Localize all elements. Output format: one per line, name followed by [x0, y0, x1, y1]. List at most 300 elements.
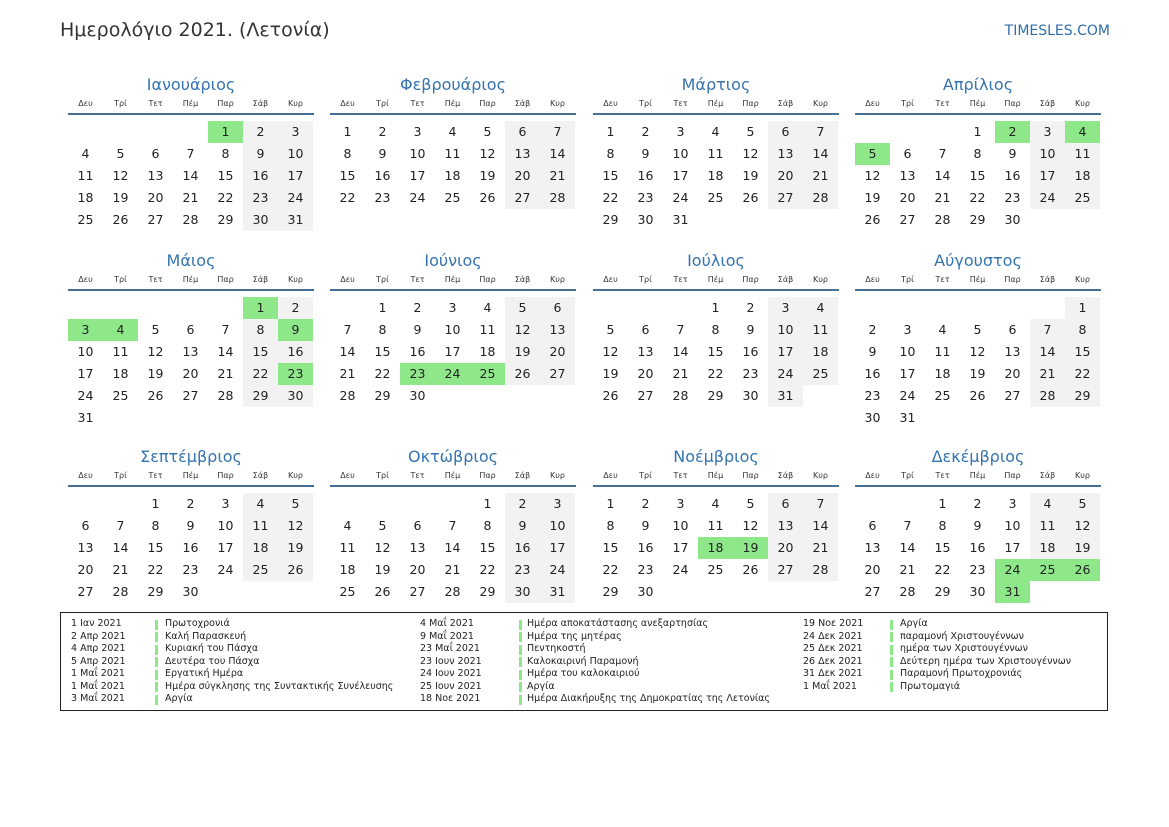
- day-cell[interactable]: 7: [116, 518, 125, 533]
- day-cell[interactable]: 31: [672, 212, 689, 227]
- day-cell[interactable]: 17: [77, 366, 94, 381]
- day-cell[interactable]: 21: [182, 190, 199, 205]
- brand-link[interactable]: TIMESLES.COM: [1004, 23, 1110, 39]
- day-cell[interactable]: 26: [1065, 559, 1100, 581]
- day-cell[interactable]: 5: [278, 493, 313, 515]
- day-cell[interactable]: 9: [243, 143, 278, 165]
- day-cell[interactable]: 1: [151, 496, 160, 511]
- day-cell[interactable]: 14: [112, 540, 129, 555]
- day-cell[interactable]: 28: [112, 584, 129, 599]
- day-cell[interactable]: 14: [803, 515, 838, 537]
- day-cell[interactable]: 16: [243, 165, 278, 187]
- day-cell[interactable]: 24: [672, 190, 689, 205]
- day-cell[interactable]: 16: [864, 366, 881, 381]
- day-cell[interactable]: 5: [746, 496, 755, 511]
- day-cell[interactable]: 30: [637, 584, 654, 599]
- day-cell[interactable]: 7: [448, 518, 457, 533]
- day-cell[interactable]: 24: [409, 190, 426, 205]
- day-cell[interactable]: 17: [540, 537, 575, 559]
- day-cell[interactable]: 3: [768, 297, 803, 319]
- day-cell[interactable]: 21: [217, 366, 234, 381]
- day-cell[interactable]: 23: [374, 190, 391, 205]
- day-cell[interactable]: 21: [444, 562, 461, 577]
- day-cell[interactable]: 7: [938, 146, 947, 161]
- day-cell[interactable]: 11: [77, 168, 94, 183]
- day-cell[interactable]: 6: [768, 121, 803, 143]
- day-cell[interactable]: 20: [505, 165, 540, 187]
- day-cell[interactable]: 9: [868, 344, 877, 359]
- day-cell[interactable]: 6: [768, 493, 803, 515]
- day-cell[interactable]: 6: [413, 518, 422, 533]
- day-cell[interactable]: 15: [217, 168, 234, 183]
- day-cell[interactable]: 7: [540, 121, 575, 143]
- day-cell[interactable]: 26: [864, 212, 881, 227]
- day-cell[interactable]: 10: [278, 143, 313, 165]
- day-cell[interactable]: 22: [374, 366, 391, 381]
- day-cell[interactable]: 6: [186, 322, 195, 337]
- day-cell[interactable]: 13: [768, 515, 803, 537]
- day-cell[interactable]: 25: [470, 363, 505, 385]
- day-cell[interactable]: 29: [217, 212, 234, 227]
- day-cell[interactable]: 2: [641, 124, 650, 139]
- day-cell[interactable]: 20: [768, 165, 803, 187]
- day-cell[interactable]: 30: [278, 385, 313, 407]
- day-cell[interactable]: 29: [479, 584, 496, 599]
- day-cell[interactable]: 28: [217, 388, 234, 403]
- day-cell[interactable]: 4: [343, 518, 352, 533]
- day-cell[interactable]: 13: [1004, 344, 1021, 359]
- day-cell[interactable]: 3: [448, 300, 457, 315]
- day-cell[interactable]: 27: [77, 584, 94, 599]
- day-cell[interactable]: 2: [413, 300, 422, 315]
- day-cell[interactable]: 5: [116, 146, 125, 161]
- day-cell[interactable]: 31: [995, 581, 1030, 603]
- day-cell[interactable]: 31: [278, 209, 313, 231]
- day-cell[interactable]: 11: [444, 146, 461, 161]
- day-cell[interactable]: 24: [672, 562, 689, 577]
- day-cell[interactable]: 9: [641, 518, 650, 533]
- day-cell[interactable]: 13: [864, 540, 881, 555]
- day-cell[interactable]: 15: [934, 540, 951, 555]
- day-cell[interactable]: 14: [934, 168, 951, 183]
- day-cell[interactable]: 17: [444, 344, 461, 359]
- day-cell[interactable]: 8: [343, 146, 352, 161]
- day-cell[interactable]: 10: [77, 344, 94, 359]
- day-cell[interactable]: 23: [742, 366, 759, 381]
- day-cell[interactable]: 26: [602, 388, 619, 403]
- day-cell[interactable]: 25: [444, 190, 461, 205]
- day-cell[interactable]: 26: [479, 190, 496, 205]
- day-cell[interactable]: 12: [969, 344, 986, 359]
- day-cell[interactable]: 6: [641, 322, 650, 337]
- day-cell[interactable]: 23: [400, 363, 435, 385]
- day-cell[interactable]: 15: [1065, 341, 1100, 363]
- day-cell[interactable]: 13: [768, 143, 803, 165]
- day-cell[interactable]: 22: [707, 366, 724, 381]
- day-cell[interactable]: 22: [934, 562, 951, 577]
- day-cell[interactable]: 12: [374, 540, 391, 555]
- day-cell[interactable]: 26: [278, 559, 313, 581]
- day-cell[interactable]: 31: [768, 385, 803, 407]
- day-cell[interactable]: 8: [243, 319, 278, 341]
- day-cell[interactable]: 30: [1004, 212, 1021, 227]
- day-cell[interactable]: 29: [374, 388, 391, 403]
- day-cell[interactable]: 25: [112, 388, 129, 403]
- day-cell[interactable]: 6: [868, 518, 877, 533]
- day-cell[interactable]: 30: [505, 581, 540, 603]
- day-cell[interactable]: 27: [1004, 388, 1021, 403]
- day-cell[interactable]: 1: [606, 496, 615, 511]
- day-cell[interactable]: 22: [602, 190, 619, 205]
- day-cell[interactable]: 7: [803, 493, 838, 515]
- day-cell[interactable]: 7: [803, 121, 838, 143]
- day-cell[interactable]: 4: [1030, 493, 1065, 515]
- day-cell[interactable]: 9: [641, 146, 650, 161]
- day-cell[interactable]: 19: [278, 537, 313, 559]
- day-cell[interactable]: 17: [672, 168, 689, 183]
- day-cell[interactable]: 16: [637, 540, 654, 555]
- day-cell[interactable]: 1: [711, 300, 720, 315]
- day-cell[interactable]: 14: [217, 344, 234, 359]
- day-cell[interactable]: 24: [995, 559, 1030, 581]
- day-cell[interactable]: 14: [1030, 341, 1065, 363]
- day-cell[interactable]: 13: [505, 143, 540, 165]
- day-cell[interactable]: 29: [602, 212, 619, 227]
- day-cell[interactable]: 14: [182, 168, 199, 183]
- day-cell[interactable]: 1: [378, 300, 387, 315]
- day-cell[interactable]: 2: [278, 297, 313, 319]
- day-cell[interactable]: 28: [934, 212, 951, 227]
- day-cell[interactable]: 26: [374, 584, 391, 599]
- day-cell[interactable]: 23: [1004, 190, 1021, 205]
- day-cell[interactable]: 29: [1065, 385, 1100, 407]
- day-cell[interactable]: 2: [505, 493, 540, 515]
- day-cell[interactable]: 12: [1065, 515, 1100, 537]
- day-cell[interactable]: 26: [969, 388, 986, 403]
- day-cell[interactable]: 25: [77, 212, 94, 227]
- day-cell[interactable]: 12: [479, 146, 496, 161]
- day-cell[interactable]: 1: [1065, 297, 1100, 319]
- day-cell[interactable]: 29: [147, 584, 164, 599]
- day-cell[interactable]: 9: [746, 322, 755, 337]
- day-cell[interactable]: 22: [217, 190, 234, 205]
- day-cell[interactable]: 4: [938, 322, 947, 337]
- day-cell[interactable]: 4: [803, 297, 838, 319]
- day-cell[interactable]: 20: [409, 562, 426, 577]
- day-cell[interactable]: 20: [147, 190, 164, 205]
- day-cell[interactable]: 4: [711, 124, 720, 139]
- day-cell[interactable]: 24: [768, 363, 803, 385]
- day-cell[interactable]: 4: [81, 146, 90, 161]
- day-cell[interactable]: 18: [479, 344, 496, 359]
- day-cell[interactable]: 1: [973, 124, 982, 139]
- day-cell[interactable]: 20: [1004, 366, 1021, 381]
- day-cell[interactable]: 15: [969, 168, 986, 183]
- day-cell[interactable]: 15: [339, 168, 356, 183]
- day-cell[interactable]: 10: [1030, 143, 1065, 165]
- day-cell[interactable]: 16: [1004, 168, 1021, 183]
- day-cell[interactable]: 9: [973, 518, 982, 533]
- day-cell[interactable]: 30: [409, 388, 426, 403]
- day-cell[interactable]: 29: [243, 385, 278, 407]
- day-cell[interactable]: 13: [540, 319, 575, 341]
- day-cell[interactable]: 23: [182, 562, 199, 577]
- day-cell[interactable]: 19: [602, 366, 619, 381]
- day-cell[interactable]: 3: [676, 124, 685, 139]
- day-cell[interactable]: 24: [278, 187, 313, 209]
- day-cell[interactable]: 10: [540, 515, 575, 537]
- day-cell[interactable]: 21: [934, 190, 951, 205]
- day-cell[interactable]: 18: [698, 537, 733, 559]
- day-cell[interactable]: 17: [768, 341, 803, 363]
- day-cell[interactable]: 10: [672, 146, 689, 161]
- day-cell[interactable]: 28: [803, 187, 838, 209]
- day-cell[interactable]: 15: [707, 344, 724, 359]
- day-cell[interactable]: 3: [540, 493, 575, 515]
- day-cell[interactable]: 10: [444, 322, 461, 337]
- day-cell[interactable]: 14: [672, 344, 689, 359]
- day-cell[interactable]: 20: [768, 537, 803, 559]
- day-cell[interactable]: 27: [899, 212, 916, 227]
- day-cell[interactable]: 3: [1008, 496, 1017, 511]
- day-cell[interactable]: 9: [186, 518, 195, 533]
- day-cell[interactable]: 31: [540, 581, 575, 603]
- day-cell[interactable]: 23: [278, 363, 313, 385]
- day-cell[interactable]: 5: [606, 322, 615, 337]
- day-cell[interactable]: 13: [182, 344, 199, 359]
- day-cell[interactable]: 7: [343, 322, 352, 337]
- day-cell[interactable]: 11: [339, 540, 356, 555]
- day-cell[interactable]: 2: [746, 300, 755, 315]
- day-cell[interactable]: 27: [147, 212, 164, 227]
- day-cell[interactable]: 23: [864, 388, 881, 403]
- day-cell[interactable]: 20: [864, 562, 881, 577]
- day-cell[interactable]: 13: [77, 540, 94, 555]
- day-cell[interactable]: 4: [103, 319, 138, 341]
- day-cell[interactable]: 8: [483, 518, 492, 533]
- day-cell[interactable]: 12: [147, 344, 164, 359]
- day-cell[interactable]: 3: [1030, 121, 1065, 143]
- day-cell[interactable]: 14: [899, 540, 916, 555]
- day-cell[interactable]: 11: [243, 515, 278, 537]
- day-cell[interactable]: 14: [540, 143, 575, 165]
- day-cell[interactable]: 30: [742, 388, 759, 403]
- day-cell[interactable]: 19: [147, 366, 164, 381]
- day-cell[interactable]: 29: [707, 388, 724, 403]
- day-cell[interactable]: 15: [602, 168, 619, 183]
- day-cell[interactable]: 26: [505, 363, 540, 385]
- day-cell[interactable]: 22: [339, 190, 356, 205]
- day-cell[interactable]: 19: [505, 341, 540, 363]
- day-cell[interactable]: 18: [243, 537, 278, 559]
- day-cell[interactable]: 17: [217, 540, 234, 555]
- day-cell[interactable]: 8: [606, 518, 615, 533]
- day-cell[interactable]: 2: [378, 124, 387, 139]
- day-cell[interactable]: 18: [112, 366, 129, 381]
- day-cell[interactable]: 30: [182, 584, 199, 599]
- day-cell[interactable]: 19: [112, 190, 129, 205]
- day-cell[interactable]: 18: [339, 562, 356, 577]
- day-cell[interactable]: 17: [1004, 540, 1021, 555]
- day-cell[interactable]: 16: [505, 537, 540, 559]
- day-cell[interactable]: 11: [1030, 515, 1065, 537]
- day-cell[interactable]: 3: [68, 319, 103, 341]
- day-cell[interactable]: 16: [742, 344, 759, 359]
- day-cell[interactable]: 8: [378, 322, 387, 337]
- day-cell[interactable]: 18: [803, 341, 838, 363]
- day-cell[interactable]: 6: [1008, 322, 1017, 337]
- day-cell[interactable]: 25: [934, 388, 951, 403]
- day-cell[interactable]: 25: [803, 363, 838, 385]
- day-cell[interactable]: 21: [1030, 363, 1065, 385]
- day-cell[interactable]: 16: [374, 168, 391, 183]
- day-cell[interactable]: 12: [112, 168, 129, 183]
- day-cell[interactable]: 16: [969, 540, 986, 555]
- day-cell[interactable]: 12: [742, 146, 759, 161]
- day-cell[interactable]: 24: [77, 388, 94, 403]
- day-cell[interactable]: 16: [409, 344, 426, 359]
- day-cell[interactable]: 16: [182, 540, 199, 555]
- day-cell[interactable]: 23: [637, 562, 654, 577]
- day-cell[interactable]: 22: [479, 562, 496, 577]
- day-cell[interactable]: 15: [374, 344, 391, 359]
- day-cell[interactable]: 7: [186, 146, 195, 161]
- day-cell[interactable]: 20: [182, 366, 199, 381]
- day-cell[interactable]: 19: [374, 562, 391, 577]
- day-cell[interactable]: 26: [742, 562, 759, 577]
- day-cell[interactable]: 20: [540, 341, 575, 363]
- day-cell[interactable]: 20: [899, 190, 916, 205]
- day-cell[interactable]: 17: [409, 168, 426, 183]
- day-cell[interactable]: 17: [1030, 165, 1065, 187]
- day-cell[interactable]: 22: [243, 363, 278, 385]
- day-cell[interactable]: 5: [378, 518, 387, 533]
- day-cell[interactable]: 9: [413, 322, 422, 337]
- day-cell[interactable]: 11: [803, 319, 838, 341]
- day-cell[interactable]: 12: [742, 518, 759, 533]
- day-cell[interactable]: 13: [637, 344, 654, 359]
- day-cell[interactable]: 25: [243, 559, 278, 581]
- day-cell[interactable]: 2: [973, 496, 982, 511]
- day-cell[interactable]: 26: [112, 212, 129, 227]
- day-cell[interactable]: 30: [864, 410, 881, 425]
- day-cell[interactable]: 28: [182, 212, 199, 227]
- day-cell[interactable]: 30: [969, 584, 986, 599]
- day-cell[interactable]: 28: [540, 187, 575, 209]
- day-cell[interactable]: 5: [746, 124, 755, 139]
- day-cell[interactable]: 5: [483, 124, 492, 139]
- day-cell[interactable]: 27: [768, 187, 803, 209]
- day-cell[interactable]: 14: [339, 344, 356, 359]
- day-cell[interactable]: 28: [803, 559, 838, 581]
- day-cell[interactable]: 8: [973, 146, 982, 161]
- day-cell[interactable]: 27: [540, 363, 575, 385]
- day-cell[interactable]: 2: [641, 496, 650, 511]
- day-cell[interactable]: 23: [969, 562, 986, 577]
- day-cell[interactable]: 4: [448, 124, 457, 139]
- day-cell[interactable]: 7: [221, 322, 230, 337]
- day-cell[interactable]: 22: [147, 562, 164, 577]
- day-cell[interactable]: 8: [938, 518, 947, 533]
- day-cell[interactable]: 1: [606, 124, 615, 139]
- day-cell[interactable]: 22: [1065, 363, 1100, 385]
- day-cell[interactable]: 15: [602, 540, 619, 555]
- day-cell[interactable]: 11: [112, 344, 129, 359]
- day-cell[interactable]: 19: [733, 537, 768, 559]
- day-cell[interactable]: 19: [969, 366, 986, 381]
- day-cell[interactable]: 25: [707, 190, 724, 205]
- day-cell[interactable]: 6: [505, 121, 540, 143]
- day-cell[interactable]: 2: [868, 322, 877, 337]
- day-cell[interactable]: 27: [409, 584, 426, 599]
- day-cell[interactable]: 11: [934, 344, 951, 359]
- day-cell[interactable]: 15: [479, 540, 496, 555]
- day-cell[interactable]: 20: [77, 562, 94, 577]
- day-cell[interactable]: 5: [151, 322, 160, 337]
- day-cell[interactable]: 12: [278, 515, 313, 537]
- day-cell[interactable]: 7: [1030, 319, 1065, 341]
- day-cell[interactable]: 22: [602, 562, 619, 577]
- day-cell[interactable]: 28: [339, 388, 356, 403]
- day-cell[interactable]: 18: [444, 168, 461, 183]
- day-cell[interactable]: 17: [672, 540, 689, 555]
- day-cell[interactable]: 11: [707, 146, 724, 161]
- day-cell[interactable]: 2: [243, 121, 278, 143]
- day-cell[interactable]: 27: [637, 388, 654, 403]
- day-cell[interactable]: 31: [77, 410, 94, 425]
- day-cell[interactable]: 28: [1030, 385, 1065, 407]
- day-cell[interactable]: 12: [505, 319, 540, 341]
- day-cell[interactable]: 29: [969, 212, 986, 227]
- day-cell[interactable]: 11: [1065, 143, 1100, 165]
- day-cell[interactable]: 3: [413, 124, 422, 139]
- day-cell[interactable]: 15: [243, 341, 278, 363]
- day-cell[interactable]: 26: [742, 190, 759, 205]
- day-cell[interactable]: 3: [676, 496, 685, 511]
- day-cell[interactable]: 16: [278, 341, 313, 363]
- day-cell[interactable]: 10: [899, 344, 916, 359]
- day-cell[interactable]: 7: [676, 322, 685, 337]
- day-cell[interactable]: 30: [637, 212, 654, 227]
- day-cell[interactable]: 10: [217, 518, 234, 533]
- day-cell[interactable]: 29: [934, 584, 951, 599]
- day-cell[interactable]: 4: [243, 493, 278, 515]
- day-cell[interactable]: 1: [343, 124, 352, 139]
- day-cell[interactable]: 27: [864, 584, 881, 599]
- day-cell[interactable]: 24: [540, 559, 575, 581]
- day-cell[interactable]: 13: [899, 168, 916, 183]
- day-cell[interactable]: 19: [479, 168, 496, 183]
- day-cell[interactable]: 11: [707, 518, 724, 533]
- day-cell[interactable]: 19: [742, 168, 759, 183]
- day-cell[interactable]: 4: [711, 496, 720, 511]
- day-cell[interactable]: 18: [707, 168, 724, 183]
- day-cell[interactable]: 28: [672, 388, 689, 403]
- day-cell[interactable]: 24: [899, 388, 916, 403]
- day-cell[interactable]: 18: [1065, 165, 1100, 187]
- day-cell[interactable]: 2: [186, 496, 195, 511]
- day-cell[interactable]: 1: [483, 496, 492, 511]
- day-cell[interactable]: 23: [243, 187, 278, 209]
- day-cell[interactable]: 15: [147, 540, 164, 555]
- day-cell[interactable]: 24: [435, 363, 470, 385]
- day-cell[interactable]: 27: [505, 187, 540, 209]
- day-cell[interactable]: 3: [221, 496, 230, 511]
- day-cell[interactable]: 10: [672, 518, 689, 533]
- day-cell[interactable]: 30: [243, 209, 278, 231]
- day-cell[interactable]: 19: [1065, 537, 1100, 559]
- day-cell[interactable]: 24: [1030, 187, 1065, 209]
